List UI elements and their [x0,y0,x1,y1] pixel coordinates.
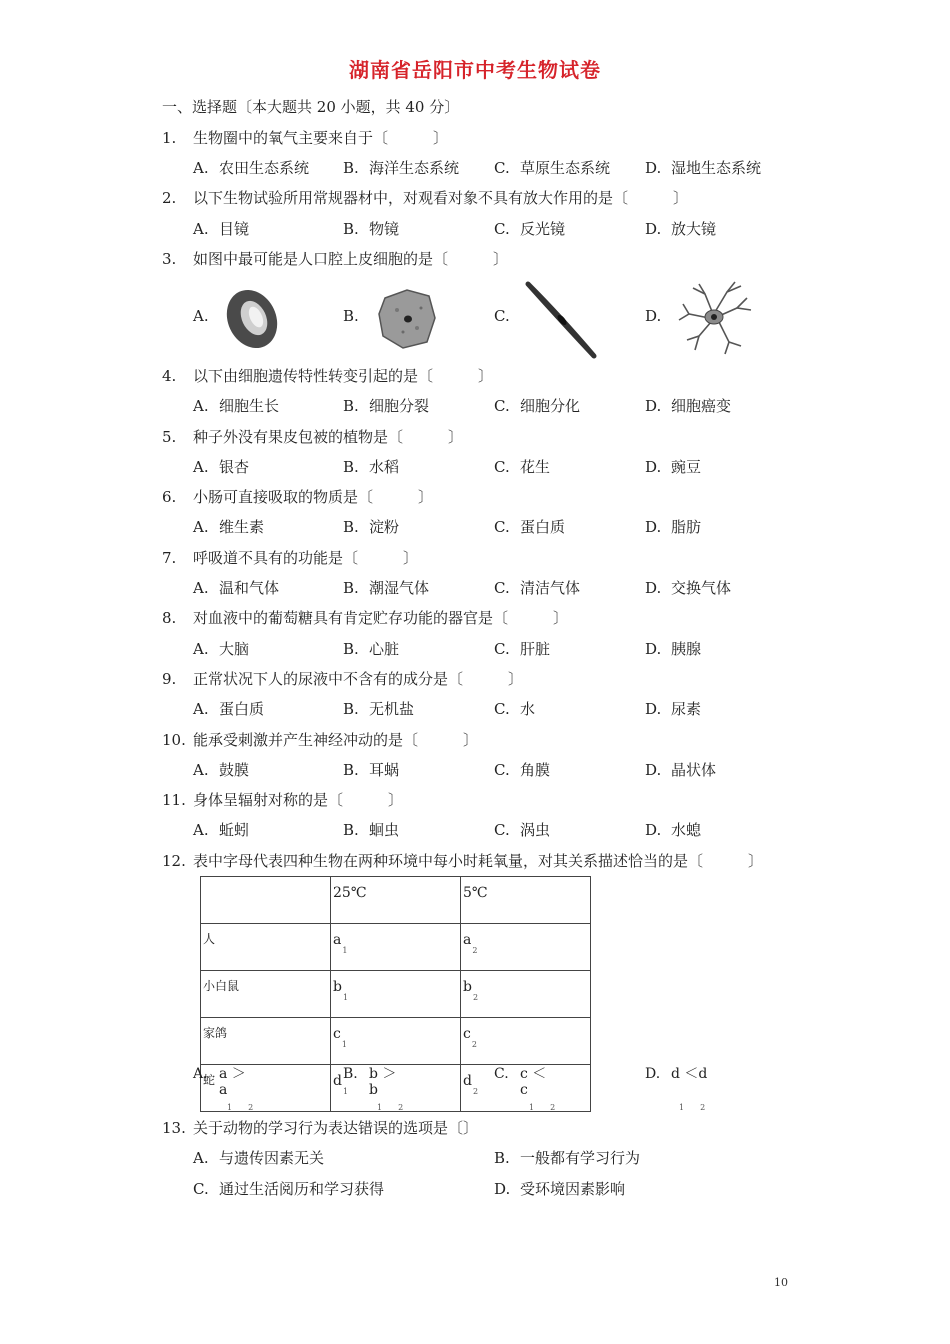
option-b: B. 潮湿气体 [343,579,430,597]
question-3-image-options: A. B. C. D. [193,280,793,360]
table-cell: $b_1$ [331,971,461,1018]
row-label: 小白鼠 [201,971,331,1018]
option-b: B. 细胞分裂 [343,397,430,415]
option-d: D. d ＜d [645,1066,708,1082]
question-number: 1. [162,129,177,147]
question-3: 3. 如图中最可能是人口腔上皮细胞的是〔 〕 [162,250,509,268]
table-row [201,971,591,1018]
option-a: A. 农田生态系统 [193,159,310,177]
option-d: D. 放大镜 [645,220,717,238]
question-5-options [193,456,813,478]
question-13-options-row-2 [193,1178,813,1200]
option-c: C. 清洁气体 [494,579,581,597]
table-header-cell [201,877,331,924]
table-cell: $d_1$ [331,1065,461,1112]
option-c: C. 细胞分化 [494,397,581,415]
question-text: 如图中最可能是人口腔上皮细胞的是〔 〕 [193,250,509,268]
question-11-options [193,819,813,841]
row-label: 家鸽 [201,1018,331,1065]
red-blood-cell-icon [217,284,287,354]
option-d: D. 尿素 [645,700,702,718]
epithelial-cell-icon [373,284,443,354]
table-header-row [201,877,591,924]
question-13-options-row-1 [193,1147,813,1169]
question-1 [162,127,448,148]
option-b: B. 无机盐 [343,700,415,718]
row-label: 蛇 [201,1065,331,1112]
option-a: A. 细胞生长 [193,397,280,415]
subscript-labels: 1 2 [529,1103,556,1112]
option-b: B. 一般都有学习行为 [494,1149,641,1167]
option-c: C. 肝脏 [494,640,551,658]
question-6-options [193,516,813,538]
question-4: 4. 以下由细胞遗传特性转变引起的是〔 〕 [162,367,494,385]
option-c: C. 涡虫 [494,821,551,839]
muscle-cell-icon [522,280,602,360]
question-12: 12. 表中字母代表四种生物在两种环境中每小时耗氧量，对其关系描述恰当的是〔 〕 [162,852,764,870]
option-d: D. 豌豆 [645,458,702,476]
option-b: B. b ＞ b [343,1066,397,1098]
question-1-options [193,157,813,179]
option-c: C. 水 [494,700,536,718]
option-b: B. 物镜 [343,220,400,238]
question-2-options [193,218,813,240]
option-a: A. 目镜 [193,220,250,238]
question-text: 表中字母代表四种生物在两种环境中每小时耗氧量，对其关系描述恰当的是〔 〕 [193,852,764,870]
option-a: A. a ＞ a [193,1066,246,1098]
question-10: 10. 能承受刺激并产生神经冲动的是〔 〕 [162,731,479,749]
option-a: A. 银杏 [193,458,250,476]
question-text: 以下生物试验所用常规器材中，对观看对象不具有放大作用的是〔 〕 [193,189,689,207]
neuron-icon [675,280,755,356]
question-text: 生物圈中的氧气主要来自于〔 〕 [193,129,449,147]
option-b: B. 蛔虫 [343,821,400,839]
question-13: 13. 关于动物的学习行为表达错误的选项是〔〕 [162,1119,479,1137]
question-text: 关于动物的学习行为表达错误的选项是〔〕 [193,1119,479,1137]
question-12-options [193,1066,753,1116]
option-d: D. 受环境因素影响 [494,1180,626,1198]
option-d: D. 胰腺 [645,640,702,658]
question-8: 8. 对血液中的葡萄糖具有肯定贮存功能的器官是〔 〕 [162,609,569,627]
question-9-options [193,698,813,720]
option-d: D. 脂肪 [645,518,702,536]
option-c: C. c ＜ c [494,1066,547,1098]
option-b: B. 水稻 [343,458,400,476]
option-c: C. 蛋白质 [494,518,566,536]
table-row [201,924,591,971]
question-9: 9. 正常状况下人的尿液中不含有的成分是〔 〕 [162,670,524,688]
question-7: 7. 呼吸道不具有的功能是〔 〕 [162,549,419,567]
subscript-labels: 1 2 [227,1103,254,1112]
question-text: 以下由细胞遗传特性转变引起的是〔 〕 [193,367,494,385]
table-header-cell: 5℃ [461,877,591,924]
question-10-options [193,759,813,781]
table-cell: $a_1$ [331,924,461,971]
table-cell: $c_2$ [461,1018,591,1065]
option-b: B. 心脏 [343,640,400,658]
option-d: D. 交换气体 [645,579,732,597]
table-header-cell: 25℃ [331,877,461,924]
question-text: 小肠可直接吸取的物质是〔 〕 [193,488,434,506]
option-b: B. 海洋生态系统 [343,159,460,177]
question-2: 2. 以下生物试验所用常规器材中，对观看对象不具有放大作用的是〔 〕 [162,189,689,207]
table-cell: $c_1$ [331,1018,461,1065]
page-title: 湖南省岳阳市中考生物试卷 [349,58,601,82]
page-number: 10 [774,1276,788,1289]
section-heading: 一、选择题〔本大题共 20 小题，共 40 分〕 [162,98,460,116]
question-text: 种子外没有果皮包被的植物是〔 〕 [193,428,464,446]
table-cell: $a_2$ [461,924,591,971]
option-d: D. 水螅 [645,821,702,839]
question-text: 能承受刺激并产生神经冲动的是〔 〕 [193,731,479,749]
option-c: C. 花生 [494,458,551,476]
option-b: B. 耳蜗 [343,761,400,779]
option-a: A. 温和气体 [193,579,280,597]
option-c: C. 草原生态系统 [494,159,611,177]
question-6: 6. 小肠可直接吸取的物质是〔 〕 [162,488,434,506]
option-d: D. 晶状体 [645,761,717,779]
question-5: 5. 种子外没有果皮包被的植物是〔 〕 [162,428,464,446]
option-a: A. 与遗传因素无关 [193,1149,325,1167]
table-cell: $b_2$ [461,971,591,1018]
question-7-options [193,577,813,599]
option-b: B. 淀粉 [343,518,400,536]
table-cell: $d_2$ [461,1065,591,1112]
option-a: A. 蛋白质 [193,700,265,718]
subscript-labels: 1 2 [377,1103,404,1112]
option-a: A. 大脑 [193,640,250,658]
question-text: 呼吸道不具有的功能是〔 〕 [193,549,419,567]
option-c: C. 反光镜 [494,220,566,238]
row-label: 人 [201,924,331,971]
option-a: A. 维生素 [193,518,265,536]
question-4-options [193,395,813,417]
question-11: 11. 身体呈辐射对称的是〔 〕 [162,791,404,809]
option-c: C. 角膜 [494,761,551,779]
question-text: 身体呈辐射对称的是〔 〕 [193,791,404,809]
question-text: 对血液中的葡萄糖具有肯定贮存功能的器官是〔 〕 [193,609,569,627]
option-d: D. 细胞癌变 [645,397,732,415]
option-c: C. 通过生活阅历和学习获得 [193,1180,385,1198]
question-8-options [193,638,813,660]
question-text: 正常状况下人的尿液中不含有的成分是〔 〕 [193,670,524,688]
option-d: D. 湿地生态系统 [645,159,762,177]
subscript-labels: 1 2 [679,1103,706,1112]
option-a: A. 蚯蚓 [193,821,250,839]
option-a: A. 鼓膜 [193,761,250,779]
table-row [201,1018,591,1065]
